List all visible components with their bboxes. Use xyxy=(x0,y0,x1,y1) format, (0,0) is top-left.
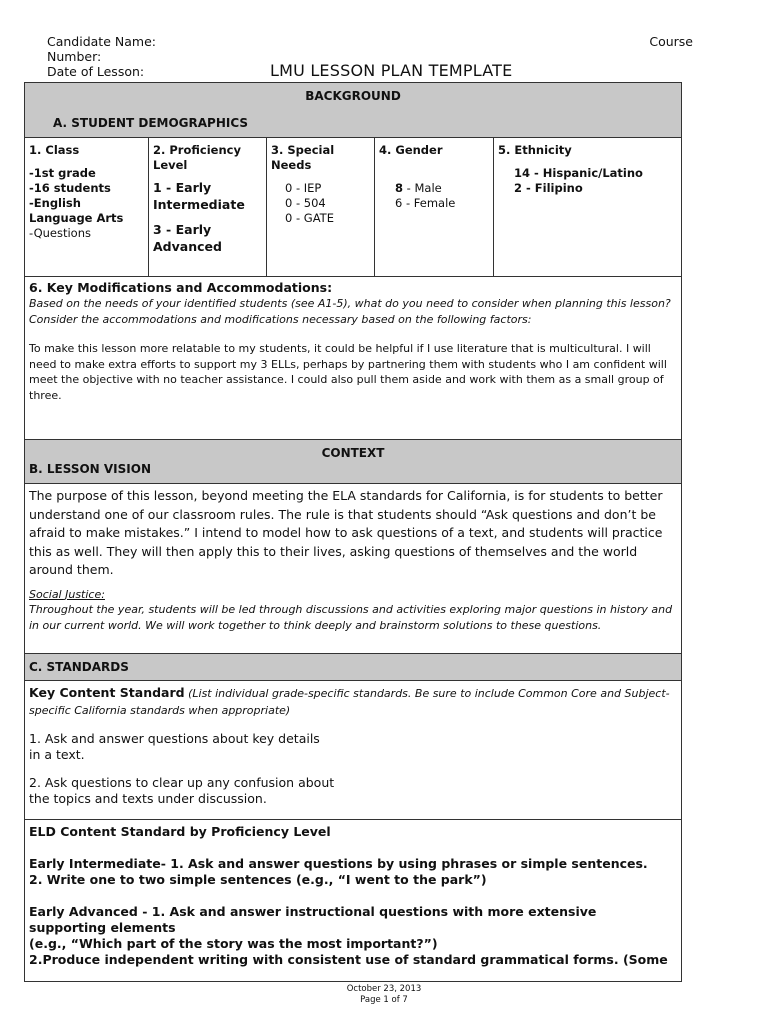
class-item: -1st grade xyxy=(29,166,96,180)
class-cell xyxy=(25,138,149,276)
background-band xyxy=(25,83,681,138)
standards-heading: C. STANDARDS xyxy=(29,660,129,674)
header-labels xyxy=(47,34,156,79)
key-content-standard-note: (List individual grade-specific standards. Be sure to include Common Core and Subject-specific California standards when appropriate) xyxy=(29,687,670,717)
class-item: -16 students xyxy=(29,181,111,195)
eld-early-advanced-3: 2.Produce independent writing with consistent use of standard grammatical forms. (Some xyxy=(29,952,668,967)
key-modifications-section xyxy=(25,277,681,440)
proficiency-header: 2. Proficiency Level xyxy=(153,143,241,172)
ethnicity-item: 2 - Filipino xyxy=(514,181,583,195)
standard-item xyxy=(29,731,677,763)
gender-male xyxy=(395,181,489,196)
document-title: LMU LESSON PLAN TEMPLATE xyxy=(270,61,513,80)
standard-item xyxy=(29,775,677,807)
key-modifications-title: 6. Key Modifications and Accommodations: xyxy=(29,280,333,295)
social-justice-label: Social Justice: xyxy=(29,587,105,601)
ethnicity-header: 5. Ethnicity xyxy=(498,143,572,157)
male-count: 8 xyxy=(395,181,404,195)
social-justice-text: Throughout the year, students will be led through discussions and activities exploring major questions in history and in our current world. We will work together to think deeply and brainstorm solutions to these questions. xyxy=(29,602,673,632)
class-header: 1. Class xyxy=(29,143,80,157)
gender-cell xyxy=(375,138,494,276)
gender-header: 4. Gender xyxy=(379,143,443,157)
class-item: -English Language Arts xyxy=(29,196,124,225)
standard-line: 2. Ask questions to clear up any confusion about xyxy=(29,775,335,790)
class-item: -Questions xyxy=(29,226,91,240)
key-content-standard-section xyxy=(25,681,681,820)
lesson-vision-section xyxy=(25,484,681,654)
eld-early-advanced-2: (e.g., “Which part of the story was the most important?”) xyxy=(29,936,438,951)
special-needs-item: 0 - GATE xyxy=(285,211,334,225)
key-content-standard-lead xyxy=(29,685,677,719)
special-needs-header: 3. Special Needs xyxy=(271,143,335,172)
special-needs-cell xyxy=(267,138,375,276)
eld-title: ELD Content Standard by Proficiency Level xyxy=(29,824,331,839)
male-label: - Male xyxy=(403,181,442,195)
standard-line: in a text. xyxy=(29,747,85,762)
footer-page-number: Page 1 of 7 xyxy=(360,995,408,1005)
special-needs-item: 0 - 504 xyxy=(285,196,326,210)
eld-standard-section xyxy=(25,820,681,972)
standards-band xyxy=(25,654,681,681)
footer-date: October 23, 2013 xyxy=(346,984,422,994)
background-heading: BACKGROUND xyxy=(305,89,401,103)
candidate-name-label: Candidate Name: xyxy=(47,34,156,49)
standard-line: the topics and texts under discussion. xyxy=(29,791,267,806)
page-footer xyxy=(0,984,768,1006)
eld-early-intermediate-2: 2. Write one to two simple sentences (e.g., “I went to the park”) xyxy=(29,872,487,887)
student-demographics-heading: A. STUDENT DEMOGRAPHICS xyxy=(53,116,249,130)
gender-female: 6 - Female xyxy=(395,196,456,210)
key-modifications-prompt: Based on the needs of your identified students (see A1-5), what do you need to consider when planning this lesson? Consider the accommodations and modifications necessary based on the following factors: xyxy=(29,297,671,326)
key-modifications-body: To make this lesson more relatable to my students, it could be helpful if I use literature that is multicultural. I will need to make extra efforts to support my 3 ELLs, perhaps by partnering them with students who I am confident will meet the objective with no teacher assistance. I could also pull them aside and work with them as a small group of three. xyxy=(29,342,667,402)
number-label: Number: xyxy=(47,49,102,64)
standard-line: 1. Ask and answer questions about key details xyxy=(29,731,320,746)
demographics-row xyxy=(25,138,681,277)
proficiency-cell xyxy=(149,138,267,276)
eld-early-intermediate-1: Early Intermediate- 1. Ask and answer questions by using phrases or simple sentences. xyxy=(29,856,648,871)
key-content-standard-label: Key Content Standard xyxy=(29,685,185,700)
eld-early-advanced-1: Early Advanced - 1. Ask and answer instructional questions with more extensive supporting elements xyxy=(29,904,597,935)
date-of-lesson-label: Date of Lesson: xyxy=(47,64,145,79)
proficiency-item: 1 - Early Intermediate xyxy=(153,180,245,212)
ethnicity-cell xyxy=(494,138,681,276)
context-band xyxy=(25,440,681,484)
lesson-vision-text: The purpose of this lesson, beyond meeting the ELA standards for California, is for students to better understand one of our classroom rules. The rule is that students should “Ask questions and don’t be afraid to make mistakes.” I intend to model how to ask questions of a text, and students will practice this as well. They will then apply this to their lives, asking questions of themselves and the world around them. xyxy=(29,488,663,577)
special-needs-item: 0 - IEP xyxy=(285,181,322,195)
ethnicity-item: 14 - Hispanic/Latino xyxy=(514,166,643,180)
lesson-vision-heading: B. LESSON VISION xyxy=(29,462,151,476)
course-label: Course xyxy=(649,34,693,49)
proficiency-item: 3 - Early Advanced xyxy=(153,222,222,254)
lesson-plan-table xyxy=(24,82,682,982)
context-heading: CONTEXT xyxy=(321,446,385,460)
